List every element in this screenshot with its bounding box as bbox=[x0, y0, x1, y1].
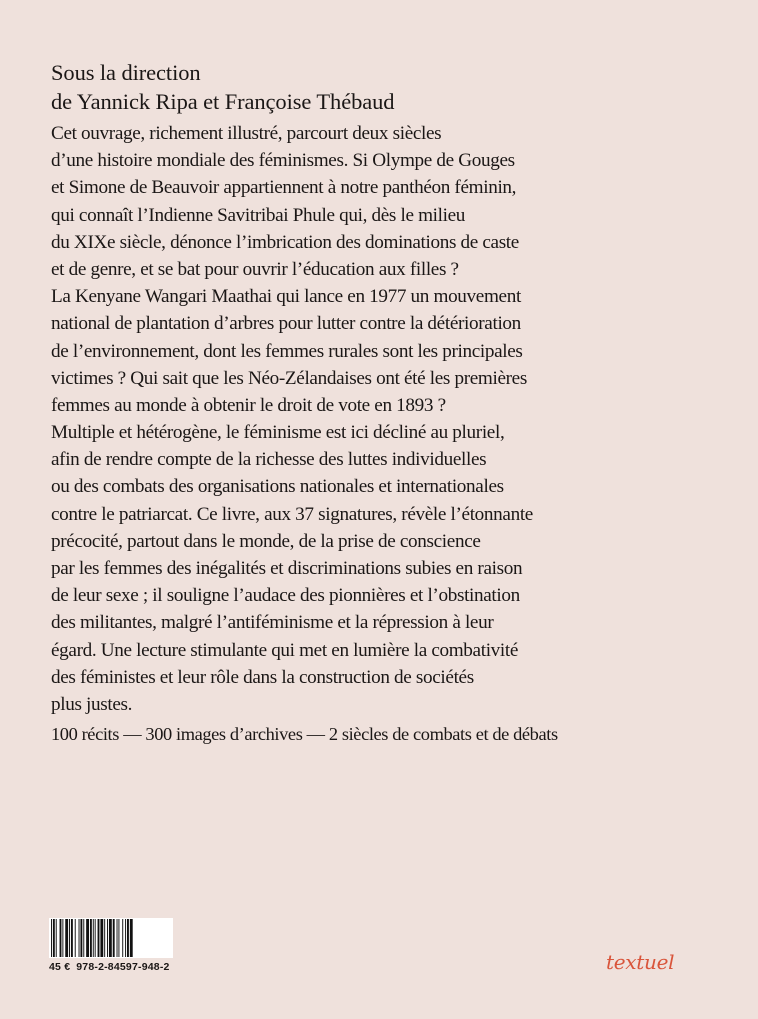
barcode-block bbox=[49, 918, 175, 973]
barcode-bar bbox=[113, 919, 115, 957]
text-line: précocité, partout dans le monde, de la prise de conscience bbox=[51, 530, 481, 552]
editors-heading-line-2: de Yannick Ripa et Françoise Thébaud bbox=[51, 89, 395, 114]
text-line: de leur sexe ; il souligne l’audace des pionnières et l’obstination bbox=[51, 585, 520, 607]
text-line: et de genre, et se bat pour ouvrir l’éducation aux filles ? bbox=[51, 259, 459, 281]
barcode-bar bbox=[51, 919, 52, 957]
barcode-bar bbox=[95, 919, 96, 957]
barcode-bar bbox=[62, 919, 63, 957]
barcode-bar bbox=[107, 919, 108, 957]
editors-heading-line-1: Sous la direction bbox=[51, 60, 201, 85]
text-line: des féministes et leur rôle dans la construction de sociétés bbox=[51, 666, 474, 688]
text-line: par les femmes des inégalités et discriminations subies en raison bbox=[51, 558, 523, 580]
price-label: 45 € bbox=[49, 961, 71, 973]
text-line: d’une histoire mondiale des féminismes. Si Olympe de Gouges bbox=[51, 150, 515, 172]
text-line: Multiple et hétérogène, le féminisme est ici décliné au pluriel, bbox=[51, 422, 505, 443]
text-line: qui connaît l’Indienne Savitribai Phule qui, dès le milieu bbox=[51, 204, 465, 226]
text-line: victimes ? Qui sait que les Néo-Zélandaises ont été les premières bbox=[51, 367, 527, 389]
barcode-bar bbox=[80, 919, 82, 957]
text-line: national de plantation d’arbres pour lutter contre la détérioration bbox=[51, 313, 521, 335]
barcode-bar bbox=[104, 919, 105, 957]
text-line: de l’environnement, dont les femmes rurales sont les principales bbox=[51, 340, 523, 362]
text-line: du XIXe siècle, dénonce l’imbrication des dominations de caste bbox=[51, 231, 519, 253]
editors-heading bbox=[51, 58, 394, 116]
barcode-bar bbox=[53, 919, 55, 957]
barcode-bar bbox=[60, 919, 62, 957]
barcode-caption bbox=[49, 961, 175, 973]
barcode-bar bbox=[86, 919, 89, 957]
description-paragraph-2 bbox=[51, 419, 533, 718]
barcode-bar bbox=[56, 919, 57, 957]
barcode-bar bbox=[125, 919, 126, 957]
barcode-bar bbox=[71, 919, 73, 957]
text-line: égard. Une lecture stimulante qui met en lumière la combativité bbox=[51, 639, 519, 661]
barcode-icon bbox=[49, 918, 173, 958]
isbn-label: 978-2-84597-948-2 bbox=[76, 961, 170, 973]
barcode-bar bbox=[118, 919, 119, 957]
barcode-bar bbox=[98, 919, 100, 957]
barcode-bar bbox=[122, 919, 123, 957]
text-line: femmes au monde à obtenir le droit de vote en 1893 ? bbox=[51, 395, 446, 417]
barcode-bar bbox=[117, 919, 118, 957]
text-line: afin de rendre compte de la richesse des luttes individuelles bbox=[51, 449, 487, 471]
barcode-bar bbox=[93, 919, 94, 957]
barcode-bar bbox=[69, 919, 70, 957]
text-line: et Simone de Beauvoir appartiennent à notre panthéon féminin, bbox=[51, 177, 517, 199]
text-line: des militantes, malgré l’antiféminisme et la répression à leur bbox=[51, 612, 494, 634]
barcode-bar bbox=[79, 919, 80, 957]
barcode-bar bbox=[100, 919, 103, 957]
barcode-bar bbox=[65, 919, 68, 957]
barcode-bar bbox=[109, 919, 112, 957]
barcode-bar bbox=[130, 919, 133, 957]
text-line: ou des combats des organisations nationales et internationales bbox=[51, 476, 504, 498]
barcode-bar bbox=[75, 919, 76, 957]
text-line: Cet ouvrage, richement illustré, parcourt deux siècles bbox=[51, 123, 442, 144]
tagline: 100 récits — 300 images d’archives — 2 siècles de combats et de débats bbox=[51, 724, 558, 744]
publisher-logo: textuel bbox=[606, 950, 675, 974]
barcode-bar bbox=[127, 919, 129, 957]
text-line: contre le patriarcat. Ce livre, aux 37 signatures, révèle l’étonnante bbox=[51, 503, 533, 525]
barcode-bar bbox=[90, 919, 92, 957]
barcode-bar bbox=[83, 919, 84, 957]
text-line: La Kenyane Wangari Maathai qui lance en 1977 un mouvement bbox=[51, 286, 521, 308]
description-paragraph-1 bbox=[51, 120, 527, 419]
text-line: plus justes. bbox=[51, 694, 133, 716]
